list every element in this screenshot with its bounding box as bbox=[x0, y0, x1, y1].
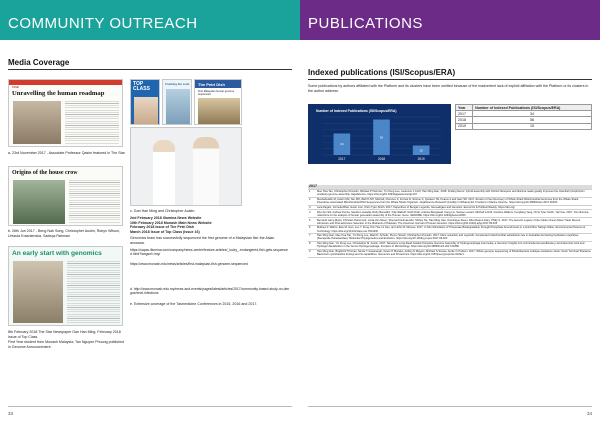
clip-text-columns bbox=[65, 101, 119, 144]
x-tick-label: 2018 bbox=[377, 157, 386, 161]
x-tick-label: 2019 bbox=[417, 157, 425, 161]
caption-b: b. 26th Jun 2017 - Beng Nah Song, Christopher Austin, Robyn Wilson, Urszula Krasnienska, Sadeqa Rahman bbox=[8, 229, 120, 238]
right-page bbox=[300, 0, 600, 424]
publication-number: 4 bbox=[308, 210, 316, 218]
bar-value-label: 34 bbox=[340, 142, 344, 147]
cracking-code-title: Cracking the code bbox=[165, 82, 190, 86]
publication-number: 6 bbox=[308, 226, 316, 234]
publication-row bbox=[308, 218, 592, 226]
publication-number: 1 bbox=[308, 189, 316, 197]
caption-f2: First Year student from Monash Malaysia, Tan Nguyen Phuong published in Genome Announcement. bbox=[8, 340, 124, 349]
house-crow-clip bbox=[8, 166, 123, 226]
year-label: 2017 bbox=[308, 185, 592, 189]
date-line-1: 2nd February 2018 Illumina News Website bbox=[130, 216, 202, 220]
publication-number: 5 bbox=[308, 218, 316, 226]
count-cell: 15 bbox=[473, 123, 592, 129]
publication-citation: Han Ming Gan, Mee Hua Tan, Yin Peng Lee, Mark D. Schultz, Pierre Howell, Christopher M Austin. 2017. More reduction and regrowth: Accelerated mitochondrial substitution rate in Australian burrowing freshwater crayfishes (Decapoda: Parastacidae). Molecular Phylogenetics and Evolution. https://doi.org/10.1016/j.ympev.2017.09.022 bbox=[316, 234, 592, 242]
caption-f: 8th February 2018 The Star Newspaper Gan Han Ming. February 2018 Issue of Top Class bbox=[8, 330, 121, 339]
year-cell: 2017 bbox=[456, 111, 473, 117]
publication-citation: Mee Hua Tan, Christopher M Austin, Michael P Hammer, Yin Peng Lee, Laurence J Croft, Han Ming Gan, 2018. Finding Nemo: hybrid assembly with Oxford Nanopore and Illumina reads greatly improves the clownfish (Amphiprion ocellaris) genome assembly. GigaScience, https://doi.org/10.1093/gigascience/gix137 bbox=[316, 189, 592, 197]
top-class-cover bbox=[130, 79, 160, 125]
clip-masthead: STAR bbox=[12, 86, 19, 89]
footer-rule-right bbox=[308, 406, 592, 407]
community-outreach-banner bbox=[0, 0, 300, 40]
petri-headline: First Malaysian human genome sequenced bbox=[198, 90, 235, 96]
genomics-text bbox=[67, 261, 120, 323]
date-line-2: 10th February 2018 Monash Main News Website bbox=[130, 220, 212, 225]
footer-rule-left bbox=[8, 406, 292, 407]
petri-dish-clip bbox=[194, 79, 242, 125]
banner-title: COMMUNITY OUTREACH bbox=[8, 15, 198, 32]
publications-intro: Some publications by authors affiliated with the Platform and its clusters have been omitted because of the inadvertent lack of explicit affiliation with the Platform or its clusters in the author address. bbox=[308, 84, 589, 93]
petri-masthead: The Petri Dish bbox=[198, 81, 225, 87]
publication-citation: Mathew F. Wahto, Ewe M. Gan, Lee Y. Peng, Kim Hoe Lit Cao, and John M. Moreau. 2017. In Situ Stimulation of Thiopurate Biodegradation through Phosphate Amendments in a Gold Mine Tailings Water. Environmental Science & Technology. https://doi.org/10.1021/acs.est.7b04432 bbox=[316, 226, 592, 234]
publication-number: 3 bbox=[308, 205, 316, 210]
publications-banner bbox=[300, 0, 600, 40]
banner-title: PUBLICATIONS bbox=[308, 15, 423, 32]
heading-rule bbox=[8, 69, 292, 70]
chart-title: Number of Indexed Publications (ISI/Scopus/ERA) bbox=[316, 109, 397, 113]
caption-d[interactable]: d. http://www.monash.edu.my/news-and-events/pages/latest/articles/2017/community-based-study-on-dengue/enel-infections bbox=[130, 287, 290, 296]
coverage-dates bbox=[130, 216, 290, 234]
page-number-right: 34 bbox=[586, 411, 592, 416]
cover-photo bbox=[134, 97, 158, 124]
table-row bbox=[456, 123, 592, 129]
masthead-bar bbox=[9, 80, 122, 85]
genomics-headline: An early start with genomics bbox=[12, 250, 102, 257]
bar-value-label: 56 bbox=[379, 135, 384, 140]
heading-rule bbox=[308, 79, 592, 80]
publication-number: 8 bbox=[308, 241, 316, 249]
media-coverage-heading: Media Coverage bbox=[8, 58, 70, 67]
cracking-code-clip bbox=[162, 79, 192, 125]
count-cell: 34 bbox=[473, 111, 592, 117]
newspaper-clip-star bbox=[8, 79, 123, 147]
publication-number: 2 bbox=[308, 197, 316, 205]
header-count: Number of Indexed Publications (ISI/Scopus/ERA) bbox=[473, 105, 592, 111]
publication-row bbox=[308, 197, 592, 205]
publication-row bbox=[308, 226, 592, 234]
caption-e: e. Extensive coverage of the Tasmedicine Conferences in 2015, 2016 and 2017. bbox=[130, 302, 258, 306]
crow-photo bbox=[13, 180, 65, 224]
coverage-description: Genomics team has successfully sequenced the first genome of a Malaysian flat: the Asian arowana. bbox=[130, 236, 275, 245]
publications-list bbox=[308, 185, 592, 258]
caption-a: a. 23rd November 2017 - Associate Professor Qasim featured in The Star bbox=[8, 151, 125, 155]
publication-row bbox=[308, 241, 592, 249]
bar-value-label: 15 bbox=[419, 148, 423, 153]
crow-headline: Origins of the house crow bbox=[12, 170, 78, 176]
publication-row bbox=[308, 249, 592, 257]
monash-link[interactable]: https://www.monash.edu/news/articles/first-malaysian-fish-genome-sequenced bbox=[130, 262, 248, 266]
publication-citation: Han Ming Gan, Brighid R Thomas, Nicole T Cavanaugh, Grace H Morales, Ashley N Mayers, Michael S Savoie, Andre O Hudson. 2017. Whole genome sequencing of Rhodobacteria multique-resistance strain: Gram Terminal Tolerance Bacterium Lysinibacillus forsingi and its capabilities. Genomics and Proteomics. https://doi.org/10.7287/peerj.preprints.3129v1 bbox=[317, 250, 591, 257]
publications-bar-chart bbox=[308, 104, 451, 164]
x-tick-label: 2017 bbox=[338, 157, 346, 161]
year-cell: 2018 bbox=[456, 117, 473, 123]
person-left bbox=[153, 140, 175, 206]
publication-row bbox=[308, 210, 592, 218]
clip-headline: Unravelling the human roadmap bbox=[12, 90, 105, 97]
publication-citation: Mesbahuddin M, Austin CM, Tan MH, Wafi H-NH, Mitchell, Florence S, Forrest D, Strome S, Quintero TE, Pearce A and Gan HM. 2017. Erosion of Sex Recovery of Whole Shark Mitochondrial Genomes from the Whale Shark Pseudome Associated Mitochondrial DNA Sequences from the Whale Shark Organism. GigaScience Research (Fertility in Whales) Ed. Frontiers in Marine Science. https://doi.org/10.3389/fmars.2017.00400 bbox=[316, 197, 592, 205]
publication-citation: Bernardi Lamy-Marty, Christian Hammond, Linda Van Steen, Sherrard Delmas-Mei, Shirley Tat, Han Ming Gan, Dominique Steen, Rita Alvarez-Fairy, Philip S. 2017. The Genetic Legacy of the Indian Ocean Slave Trade Recent Admixture and Post-admixture Selection in the Makranis of Pakistan. The American Journal of Human Genetics. https://doi.org/10.1016/j.ajhg.2017.09.025 bbox=[316, 218, 592, 226]
genomics-photo bbox=[13, 261, 63, 323]
genomics-clip bbox=[8, 246, 123, 326]
publication-citation: Lara Pagani, Cornelia Bhat, Gavin Ivon, Chris Tyler-Smith. 2017. Kapentheo of Bengal: Legends, Genealogies and Genetics. Economic & Political Weekly. https://doi.org/ bbox=[316, 205, 592, 210]
top-class-title: TOP CLASS bbox=[133, 81, 150, 92]
crow-text bbox=[69, 180, 120, 224]
cracking-photo bbox=[166, 89, 190, 124]
caption-c: c. Gan Han Ming and Christopher Austin. bbox=[130, 209, 196, 213]
date-line-3: February 2018 Issue of The Petri Dish bbox=[130, 225, 195, 230]
year-cell: 2019 bbox=[456, 123, 473, 129]
publication-citation: Wei-Jun Siti, Andrew Kurnia, Sandro Lucatella, Ruby Benedikz, Filip Walkoff, Nazif Orah, Andrew Borgstead, Fang Liu, Siewee Lenard, Mitchell A Duff, Caroline Walters, Fengfang Yang, Chris Tyler-Smith, Yali Xue. 2017. Two Illumina reflections on the analysis of human generation assembly of the Human. Gene. GENOME. https://doi.org/10.1093/gbe/evx2006 bbox=[316, 210, 592, 218]
publication-number: 9 bbox=[308, 249, 316, 257]
person-right bbox=[193, 137, 219, 206]
date-line-4: March 2018 Issue of Top Class (Issue 16) bbox=[130, 229, 200, 234]
publication-count-table bbox=[455, 104, 592, 130]
publication-row bbox=[308, 234, 592, 242]
page-number-left: 33 bbox=[8, 411, 14, 416]
count-cell: 56 bbox=[473, 117, 592, 123]
clip-photo bbox=[13, 101, 61, 144]
gan-austin-photo bbox=[130, 127, 242, 206]
publication-number: 7 bbox=[308, 234, 316, 242]
illumina-link[interactable]: https://sapac.illumina.com/company/news-center/feature-articles/_lucky_-endangered-fish-gets-sequenced.html?langsel=/my/ bbox=[130, 248, 288, 257]
publication-citation: Han Ming Gan, Yin Peng Lee, Christopher M. Austin. 2017. Nanopore Long-Read Guided Complete Genome Assembly of Hydrogenophaga intermedia, a Genomic Insights into 4-Aminobenzenesulfonate p-Aminobenzoic Acid and Hydrogen Metabolism in the Genus Hydrogenophaga. Frontiers in Microbiology. https://doi.org/10.3389/fmicb.2017.01880 bbox=[316, 241, 592, 249]
header-year: Year bbox=[456, 105, 473, 111]
indexed-publications-heading: Indexed publications (ISI/Scopus/ERA) bbox=[308, 68, 456, 77]
petri-photo bbox=[198, 98, 240, 124]
publication-row bbox=[308, 189, 592, 197]
